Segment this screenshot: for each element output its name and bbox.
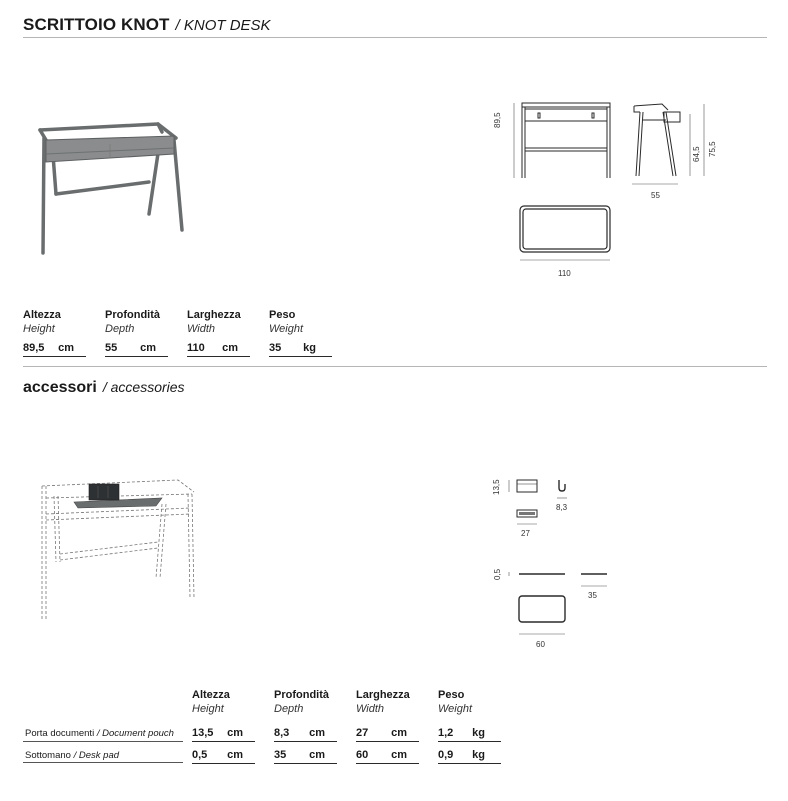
section-divider	[23, 366, 767, 367]
acc-header-weight: Peso Weight	[438, 689, 473, 715]
desk-top-view	[518, 204, 614, 262]
acc-row-divider	[23, 741, 183, 742]
dim-side-height-inner: 64,5	[692, 146, 701, 162]
acc-pouch-height: 13,5 cm	[192, 727, 255, 742]
acc-pad-width: 60 cm	[356, 749, 419, 764]
product-subtitle: / KNOT DESK	[175, 17, 271, 34]
dim-top-width: 110	[558, 269, 571, 278]
dim-side-height-outer: 75,5	[708, 141, 717, 157]
acc-pad-weight: 0,9 kg	[438, 749, 501, 764]
dim-pouch-height: 13,5	[492, 479, 501, 495]
desk-perspective-image	[30, 118, 190, 258]
dim-front-height: 89,5	[493, 112, 502, 128]
desk-pad-views	[505, 568, 615, 640]
acc-pouch-weight: 1,2 kg	[438, 727, 501, 742]
dim-pouch-width: 27	[521, 529, 530, 538]
product-title: SCRITTOIO KNOT	[23, 15, 170, 34]
accessories-title: accessori / accessories	[23, 379, 185, 396]
page-title	[23, 15, 271, 35]
acc-pouch-width: 27 cm	[356, 727, 419, 742]
dim-side-depth: 55	[651, 191, 660, 200]
acc-header-width: Larghezza Width	[356, 689, 410, 715]
header-divider	[23, 37, 767, 38]
acc-pouch-depth: 8,3 cm	[274, 727, 337, 742]
acc-row-label-pouch: Porta documenti / Document pouch	[25, 728, 174, 739]
acc-header-depth: Profondità Depth	[274, 689, 329, 715]
spec-depth: Profondità Depth 55 cm	[105, 308, 168, 357]
dim-pad-width: 60	[536, 640, 545, 649]
acc-pad-depth: 35 cm	[274, 749, 337, 764]
spec-width: Larghezza Width 110 cm	[187, 308, 250, 357]
desk-front-view	[494, 98, 618, 182]
acc-header-height: Altezza Height	[192, 689, 230, 715]
pouch-views	[505, 476, 573, 526]
dim-pad-height: 0,5	[493, 568, 502, 580]
acc-pad-height: 0,5 cm	[192, 749, 255, 764]
accessories-perspective-image	[38, 478, 200, 624]
acc-row-divider	[23, 762, 183, 763]
spec-weight: Peso Weight 35 kg	[269, 308, 332, 357]
dim-pouch-depth: 8,3	[556, 503, 568, 512]
acc-row-label-pad: Sottomano / Desk pad	[25, 750, 120, 761]
spec-height: Altezza Height 89,5 cm	[23, 308, 86, 357]
dim-pad-depth: 35	[588, 591, 597, 600]
